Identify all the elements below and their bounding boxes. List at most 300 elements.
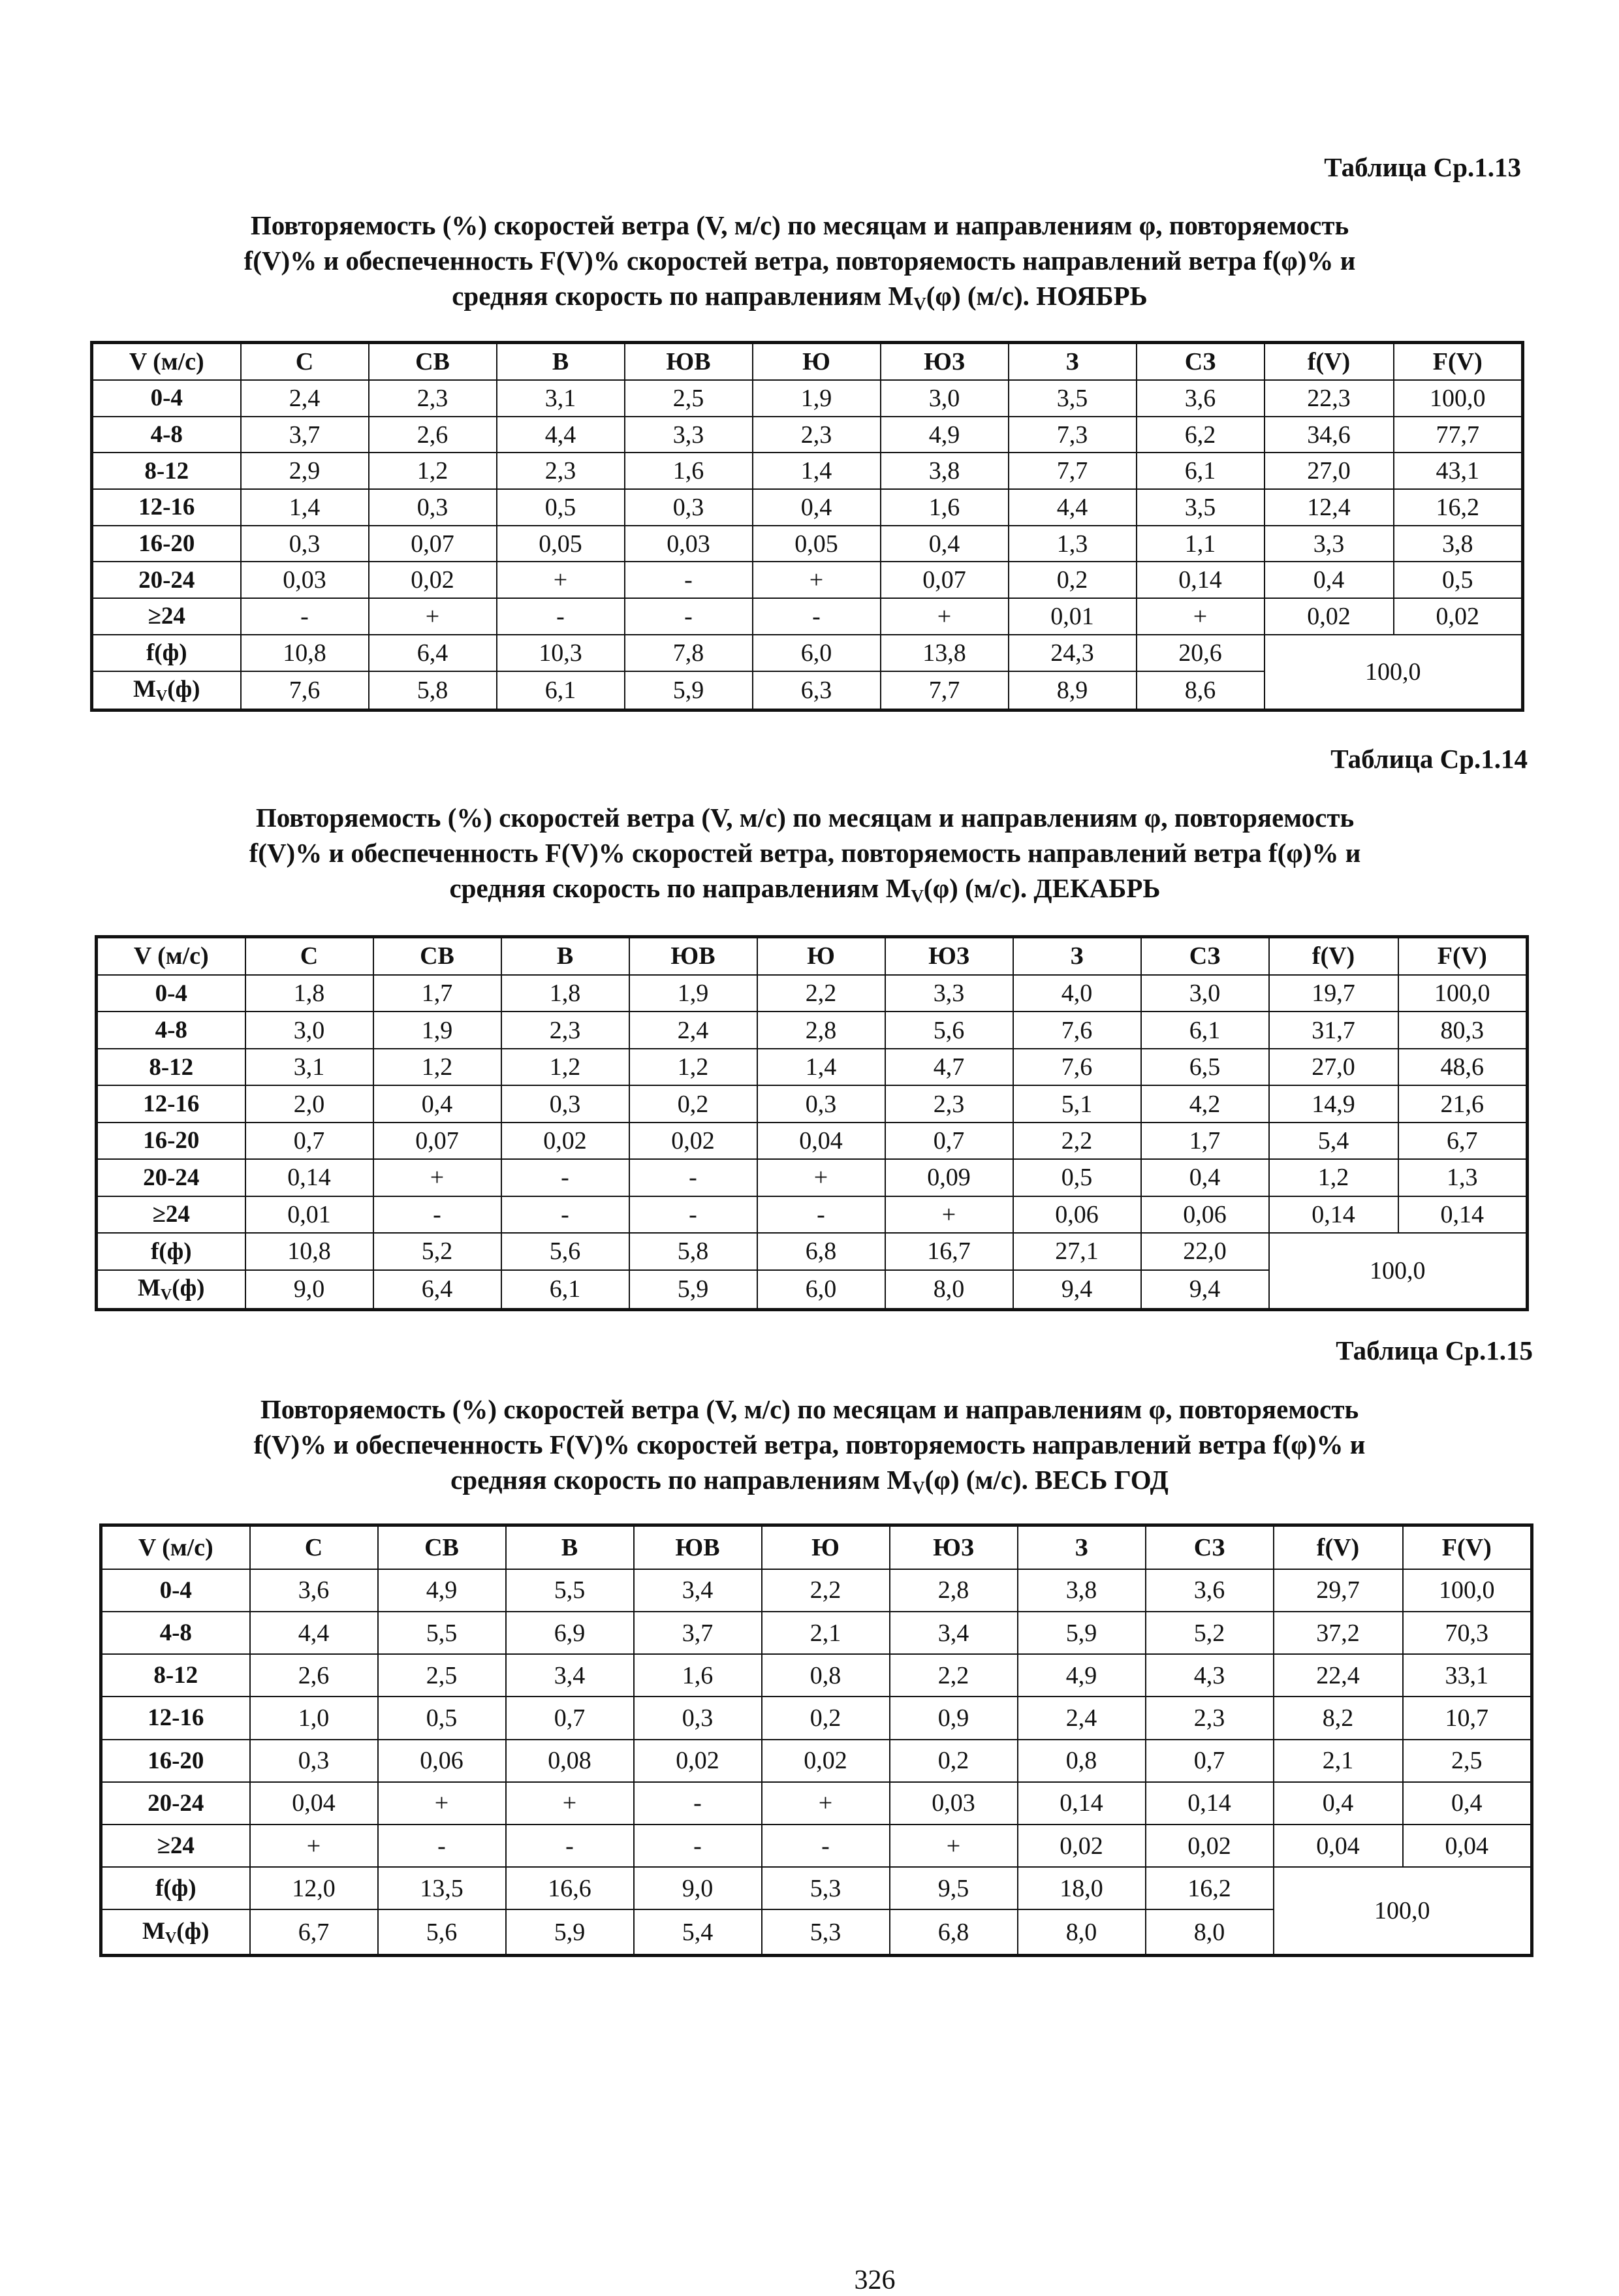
table-row — [92, 562, 1523, 598]
data-cell: 2,8 — [757, 1012, 885, 1048]
header-cell: З — [1018, 1525, 1146, 1569]
data-cell: 24,3 — [1009, 635, 1137, 671]
row-label: 8-12 — [97, 1049, 245, 1085]
caption-line: (φ) (м/с). ВЕСЬ ГОД — [924, 1465, 1169, 1495]
data-cell: 5,6 — [885, 1012, 1013, 1048]
data-cell: 0,4 — [1403, 1782, 1532, 1825]
row-label-text: M — [133, 675, 156, 703]
data-cell: 8,0 — [885, 1270, 1013, 1310]
data-cell: 0,04 — [250, 1782, 378, 1825]
header-cell: ЮЗ — [885, 937, 1013, 975]
data-cell: 2,2 — [890, 1654, 1018, 1697]
row-label-text: (ф) — [167, 675, 200, 703]
row-label: ≥24 — [97, 1196, 245, 1233]
caption-line: Повторяемость (%) скоростей ветра (V, м/с) по месяцам и направлениям φ, повторяемость — [260, 1394, 1359, 1424]
data-cell: 100,0 — [1398, 975, 1528, 1012]
data-cell: 4,7 — [885, 1049, 1013, 1085]
data-cell: 5,3 — [762, 1867, 890, 1909]
data-cell: + — [885, 1196, 1013, 1233]
data-cell: + — [373, 1159, 501, 1196]
data-cell: 0,7 — [885, 1123, 1013, 1159]
data-cell: 2,4 — [241, 380, 369, 417]
data-cell: 0,3 — [757, 1085, 885, 1122]
table-row — [92, 453, 1523, 489]
data-cell: 7,6 — [1013, 1012, 1141, 1048]
row-label: 12-16 — [97, 1085, 245, 1122]
row-label: 0-4 — [92, 380, 241, 417]
header-cell: F(V) — [1394, 343, 1523, 381]
data-cell: 0,01 — [245, 1196, 373, 1233]
data-cell: 0,02 — [1394, 598, 1523, 635]
table-row — [92, 526, 1523, 562]
data-cell: 3,0 — [1141, 975, 1269, 1012]
data-cell: 0,14 — [1018, 1782, 1146, 1825]
header-cell: V (м/с) — [101, 1525, 250, 1569]
table-row — [101, 1654, 1532, 1697]
data-cell: 0,02 — [1146, 1825, 1274, 1867]
data-cell: 100,0 — [1394, 380, 1523, 417]
data-cell: + — [250, 1825, 378, 1867]
data-cell: + — [757, 1159, 885, 1196]
data-cell: 1,8 — [501, 975, 629, 1012]
data-cell: 10,8 — [241, 635, 369, 671]
data-cell: 5,2 — [373, 1233, 501, 1269]
caption-line: Повторяемость (%) скоростей ветра (V, м/с) по месяцам и направлениям φ, повторяемость — [250, 210, 1349, 240]
data-cell: 5,9 — [629, 1270, 757, 1310]
data-cell: 16,2 — [1146, 1867, 1274, 1909]
data-cell: 2,5 — [1403, 1740, 1532, 1782]
caption-line: средняя скорость по направлениям M — [449, 873, 911, 903]
data-cell: + — [890, 1825, 1018, 1867]
data-cell: 1,3 — [1398, 1159, 1528, 1196]
header-cell: ЮВ — [634, 1525, 762, 1569]
data-cell: 0,4 — [1274, 1782, 1403, 1825]
row-label: 4-8 — [92, 417, 241, 453]
data-cell: 0,07 — [369, 526, 497, 562]
data-cell: 9,0 — [245, 1270, 373, 1310]
data-cell: 0,14 — [1398, 1196, 1528, 1233]
data-cell: 0,2 — [762, 1697, 890, 1739]
row-label: 8-12 — [92, 453, 241, 489]
data-cell: 0,07 — [881, 562, 1009, 598]
header-cell: Ю — [762, 1525, 890, 1569]
data-cell: 33,1 — [1403, 1654, 1532, 1697]
header-cell: З — [1013, 937, 1141, 975]
data-cell: 1,6 — [634, 1654, 762, 1697]
data-cell: 5,5 — [506, 1569, 634, 1612]
data-cell: 0,3 — [241, 526, 369, 562]
header-cell: ЮЗ — [881, 343, 1009, 381]
data-cell: - — [629, 1196, 757, 1233]
data-cell: 3,4 — [634, 1569, 762, 1612]
table-row — [97, 1012, 1528, 1048]
header-cell: С — [245, 937, 373, 975]
data-cell: + — [378, 1782, 506, 1825]
data-cell: 2,3 — [369, 380, 497, 417]
data-cell: 27,1 — [1013, 1233, 1141, 1269]
data-cell: 16,7 — [885, 1233, 1013, 1269]
data-cell: 1,2 — [369, 453, 497, 489]
data-cell: 1,6 — [881, 489, 1009, 526]
row-label-text: M — [142, 1917, 165, 1945]
header-row — [92, 343, 1523, 381]
row-label — [101, 1909, 250, 1955]
data-cell: 6,0 — [753, 635, 881, 671]
data-cell: 2,0 — [245, 1085, 373, 1122]
data-cell: 6,7 — [1398, 1123, 1528, 1159]
data-cell: 6,1 — [1141, 1012, 1269, 1048]
data-cell: 8,9 — [1009, 671, 1137, 710]
data-cell: 3,0 — [881, 380, 1009, 417]
data-cell: 0,02 — [1018, 1825, 1146, 1867]
data-cell: 8,0 — [1018, 1909, 1146, 1955]
data-cell: 3,3 — [1265, 526, 1394, 562]
data-cell: 0,5 — [378, 1697, 506, 1739]
data-cell: 1,9 — [373, 1012, 501, 1048]
data-cell: 0,03 — [625, 526, 753, 562]
data-cell: 3,7 — [241, 417, 369, 453]
data-cell: 100,0 — [1403, 1569, 1532, 1612]
data-cell: 2,2 — [762, 1569, 890, 1612]
header-cell: ЮВ — [625, 343, 753, 381]
data-cell: 0,06 — [378, 1740, 506, 1782]
data-cell: + — [753, 562, 881, 598]
data-cell: 6,9 — [506, 1612, 634, 1654]
data-cell: 0,07 — [373, 1123, 501, 1159]
table-row — [92, 598, 1523, 635]
data-cell: - — [501, 1159, 629, 1196]
header-cell: С — [241, 343, 369, 381]
table-row — [101, 1569, 1532, 1612]
data-cell: 2,1 — [762, 1612, 890, 1654]
data-cell: 0,02 — [629, 1123, 757, 1159]
data-cell: 1,8 — [245, 975, 373, 1012]
f-phi-row — [97, 1233, 1528, 1269]
data-cell: - — [634, 1825, 762, 1867]
data-cell: 12,0 — [250, 1867, 378, 1909]
table-row — [92, 380, 1523, 417]
data-cell: 7,7 — [881, 671, 1009, 710]
data-cell: 0,4 — [1265, 562, 1394, 598]
data-cell: + — [881, 598, 1009, 635]
data-cell: 5,4 — [1269, 1123, 1398, 1159]
header-cell: V (м/с) — [92, 343, 241, 381]
data-cell: 0,04 — [757, 1123, 885, 1159]
data-cell: 0,9 — [890, 1697, 1018, 1739]
data-cell: 4,4 — [250, 1612, 378, 1654]
data-cell: 0,3 — [250, 1740, 378, 1782]
f-phi-row — [92, 635, 1523, 671]
header-cell: СВ — [369, 343, 497, 381]
table-row — [97, 1049, 1528, 1085]
wind-table — [95, 935, 1529, 1311]
row-label: 20-24 — [92, 562, 241, 598]
data-cell: 20,6 — [1137, 635, 1265, 671]
table-caption — [98, 208, 1501, 321]
data-cell: 1,2 — [373, 1049, 501, 1085]
header-cell: f(V) — [1265, 343, 1394, 381]
data-cell: + — [1137, 598, 1265, 635]
data-cell: - — [506, 1825, 634, 1867]
row-label-subscript: V — [160, 1286, 172, 1304]
data-cell: 0,02 — [369, 562, 497, 598]
header-cell: F(V) — [1403, 1525, 1532, 1569]
data-cell: 48,6 — [1398, 1049, 1528, 1085]
data-cell: 0,7 — [506, 1697, 634, 1739]
table-row — [101, 1697, 1532, 1739]
data-cell: 3,3 — [885, 975, 1013, 1012]
data-cell: 6,1 — [1137, 453, 1265, 489]
data-cell: 2,3 — [501, 1012, 629, 1048]
caption-line: средняя скорость по направлениям M — [452, 281, 914, 311]
table-row — [97, 1085, 1528, 1122]
data-cell: 3,5 — [1009, 380, 1137, 417]
data-cell: 9,4 — [1141, 1270, 1269, 1310]
row-label: 0-4 — [97, 975, 245, 1012]
data-cell: 1,0 — [250, 1697, 378, 1739]
row-label: 20-24 — [97, 1159, 245, 1196]
data-cell: 37,2 — [1274, 1612, 1403, 1654]
data-cell: 3,0 — [245, 1012, 373, 1048]
data-cell: 5,9 — [1018, 1612, 1146, 1654]
data-cell: 1,1 — [1137, 526, 1265, 562]
data-cell: 3,3 — [625, 417, 753, 453]
row-label-text: (ф) — [176, 1917, 210, 1945]
header-cell: ЮЗ — [890, 1525, 1018, 1569]
data-cell: - — [373, 1196, 501, 1233]
data-cell: 1,4 — [241, 489, 369, 526]
table-row — [97, 1159, 1528, 1196]
data-cell: 16,2 — [1394, 489, 1523, 526]
data-cell: 13,8 — [881, 635, 1009, 671]
data-cell: 4,3 — [1146, 1654, 1274, 1697]
data-cell: 1,2 — [1269, 1159, 1398, 1196]
data-cell: 0,04 — [1403, 1825, 1532, 1867]
caption-subscript: V — [913, 294, 926, 313]
table-row — [101, 1612, 1532, 1654]
table-row — [97, 1196, 1528, 1233]
data-cell: + — [369, 598, 497, 635]
data-cell: 6,1 — [497, 671, 625, 710]
data-cell: 7,6 — [1013, 1049, 1141, 1085]
data-cell: 0,3 — [501, 1085, 629, 1122]
data-cell: 0,05 — [497, 526, 625, 562]
data-cell: 0,05 — [753, 526, 881, 562]
data-cell: 2,8 — [890, 1569, 1018, 1612]
data-cell: 0,4 — [373, 1085, 501, 1122]
row-label: 12-16 — [92, 489, 241, 526]
data-cell: 0,3 — [369, 489, 497, 526]
data-cell: 1,4 — [757, 1049, 885, 1085]
header-cell: СЗ — [1146, 1525, 1274, 1569]
data-cell: 34,6 — [1265, 417, 1394, 453]
data-cell: 7,7 — [1009, 453, 1137, 489]
data-cell: 13,5 — [378, 1867, 506, 1909]
data-cell: 3,6 — [1146, 1569, 1274, 1612]
f-phi-row — [101, 1867, 1532, 1909]
data-cell: + — [506, 1782, 634, 1825]
header-cell: В — [506, 1525, 634, 1569]
page-number: 326 — [854, 2265, 896, 2295]
table-row — [97, 1123, 1528, 1159]
data-cell: 6,4 — [373, 1270, 501, 1310]
caption-line: f(V)% и обеспеченность F(V)% скоростей ветра, повторяемость направлений ветра f(φ)% и — [249, 838, 1361, 868]
data-cell: 3,4 — [890, 1612, 1018, 1654]
table-row — [92, 489, 1523, 526]
data-cell: 3,4 — [506, 1654, 634, 1697]
data-cell: 0,14 — [1269, 1196, 1398, 1233]
table-row — [92, 417, 1523, 453]
data-cell: 0,5 — [1013, 1159, 1141, 1196]
data-cell: 8,6 — [1137, 671, 1265, 710]
data-cell: 1,2 — [501, 1049, 629, 1085]
data-cell: 16,6 — [506, 1867, 634, 1909]
data-cell: 9,5 — [890, 1867, 1018, 1909]
data-cell: 4,9 — [378, 1569, 506, 1612]
data-cell: - — [757, 1196, 885, 1233]
data-cell: 5,1 — [1013, 1085, 1141, 1122]
data-cell: 0,2 — [890, 1740, 1018, 1782]
table-row — [97, 975, 1528, 1012]
data-cell: - — [634, 1782, 762, 1825]
data-cell: 18,0 — [1018, 1867, 1146, 1909]
data-cell: 2,2 — [757, 975, 885, 1012]
data-cell: 3,6 — [1137, 380, 1265, 417]
table-row — [101, 1740, 1532, 1782]
header-cell: СВ — [373, 937, 501, 975]
data-cell: 6,2 — [1137, 417, 1265, 453]
row-label: ≥24 — [101, 1825, 250, 1867]
data-cell: 1,9 — [629, 975, 757, 1012]
header-cell: Ю — [757, 937, 885, 975]
data-cell: 22,3 — [1265, 380, 1394, 417]
data-cell: 9,0 — [634, 1867, 762, 1909]
data-cell: 5,6 — [501, 1233, 629, 1269]
row-label-text: M — [137, 1275, 161, 1302]
row-label — [97, 1270, 245, 1310]
data-cell: 0,06 — [1141, 1196, 1269, 1233]
data-cell: 7,8 — [625, 635, 753, 671]
data-cell: 0,3 — [634, 1697, 762, 1739]
data-cell: + — [497, 562, 625, 598]
row-label: f(ф) — [97, 1233, 245, 1269]
data-cell: 0,02 — [762, 1740, 890, 1782]
data-cell: 5,8 — [629, 1233, 757, 1269]
data-cell: 2,6 — [250, 1654, 378, 1697]
data-cell: 0,06 — [1013, 1196, 1141, 1233]
header-cell: СВ — [378, 1525, 506, 1569]
data-cell: 10,7 — [1403, 1697, 1532, 1739]
data-cell: 22,4 — [1274, 1654, 1403, 1697]
data-cell: 0,14 — [1146, 1782, 1274, 1825]
data-cell: 1,9 — [753, 380, 881, 417]
data-cell: 3,1 — [497, 380, 625, 417]
header-cell: Ю — [753, 343, 881, 381]
wind-table — [90, 341, 1524, 712]
row-label: 4-8 — [101, 1612, 250, 1654]
data-cell: 3,8 — [881, 453, 1009, 489]
row-label-subscript: V — [155, 687, 168, 705]
caption-line: f(V)% и обеспеченность F(V)% скоростей ветра, повторяемость направлений ветра f(φ)% и — [253, 1429, 1366, 1459]
data-cell: 5,5 — [378, 1612, 506, 1654]
data-cell: 0,02 — [1265, 598, 1394, 635]
data-cell: 2,3 — [497, 453, 625, 489]
data-cell: 10,3 — [497, 635, 625, 671]
data-cell: 6,0 — [757, 1270, 885, 1310]
data-cell: 22,0 — [1141, 1233, 1269, 1269]
data-cell: 1,6 — [625, 453, 753, 489]
data-cell: - — [625, 562, 753, 598]
data-cell: 5,3 — [762, 1909, 890, 1955]
data-cell: 0,02 — [501, 1123, 629, 1159]
table-number: Таблица Ср.1.13 — [1324, 152, 1521, 182]
data-cell: 0,2 — [629, 1085, 757, 1122]
data-cell: 2,5 — [625, 380, 753, 417]
data-cell: 3,5 — [1137, 489, 1265, 526]
data-cell: 2,2 — [1013, 1123, 1141, 1159]
data-cell: 0,01 — [1009, 598, 1137, 635]
data-cell: 3,1 — [245, 1049, 373, 1085]
data-cell: 0,4 — [753, 489, 881, 526]
data-cell: 0,8 — [1018, 1740, 1146, 1782]
data-cell: 2,4 — [629, 1012, 757, 1048]
data-cell: 8,0 — [1146, 1909, 1274, 1955]
row-label-text: (ф) — [172, 1275, 205, 1302]
data-cell: 3,6 — [250, 1569, 378, 1612]
data-cell: 1,4 — [753, 453, 881, 489]
data-cell: 5,6 — [378, 1909, 506, 1955]
data-cell: 4,0 — [1013, 975, 1141, 1012]
data-cell: 4,4 — [1009, 489, 1137, 526]
total-cell: 100,0 — [1265, 635, 1523, 710]
data-cell: 0,02 — [634, 1740, 762, 1782]
data-cell: 5,9 — [625, 671, 753, 710]
row-label: 12-16 — [101, 1697, 250, 1739]
data-cell: 31,7 — [1269, 1012, 1398, 1048]
data-cell: 77,7 — [1394, 417, 1523, 453]
data-cell: 70,3 — [1403, 1612, 1532, 1654]
data-cell: 7,3 — [1009, 417, 1137, 453]
data-cell: 2,3 — [753, 417, 881, 453]
data-cell: - — [378, 1825, 506, 1867]
row-label: ≥24 — [92, 598, 241, 635]
data-cell: 2,6 — [369, 417, 497, 453]
caption-line: f(V)% и обеспеченность F(V)% скоростей ветра, повторяемость направлений ветра f(φ)% и — [244, 246, 1356, 276]
header-row — [101, 1525, 1532, 1569]
data-cell: 1,7 — [373, 975, 501, 1012]
table-number: Таблица Ср.1.14 — [1330, 744, 1528, 774]
row-label: 20-24 — [101, 1782, 250, 1825]
table-row — [101, 1825, 1532, 1867]
caption-subscript: V — [911, 886, 924, 906]
header-cell: В — [497, 343, 625, 381]
data-cell: - — [501, 1196, 629, 1233]
wind-table — [99, 1523, 1533, 1957]
data-cell: 29,7 — [1274, 1569, 1403, 1612]
data-cell: 2,1 — [1274, 1740, 1403, 1782]
data-cell: 0,7 — [1146, 1740, 1274, 1782]
caption-line: средняя скорость по направлениям M — [450, 1465, 913, 1495]
data-cell: 0,5 — [1394, 562, 1523, 598]
data-cell: 43,1 — [1394, 453, 1523, 489]
data-cell: 0,03 — [890, 1782, 1018, 1825]
table-caption — [108, 1392, 1511, 1505]
row-label-subscript: V — [165, 1929, 177, 1947]
row-label — [92, 671, 241, 710]
data-cell: 6,8 — [890, 1909, 1018, 1955]
data-cell: 6,3 — [753, 671, 881, 710]
data-cell: 6,4 — [369, 635, 497, 671]
